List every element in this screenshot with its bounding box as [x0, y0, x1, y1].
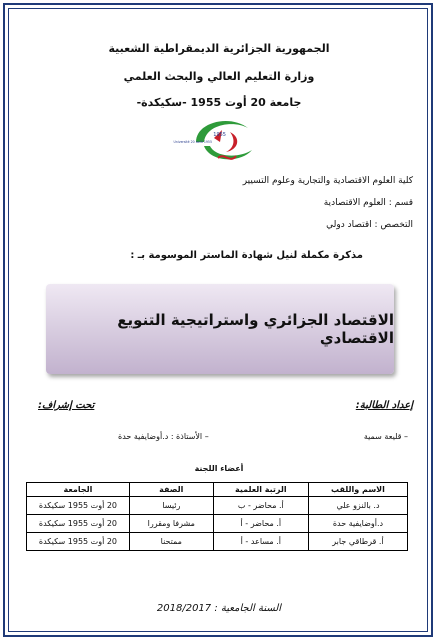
member-rank: أ. مساعد - أ	[213, 533, 308, 551]
republic-header: الجمهورية الجزائرية الديمقراطية الشعبية	[108, 42, 330, 55]
university-logo	[173, 112, 266, 168]
member-name: د. بالنزو علي	[308, 497, 407, 515]
committee-header-row	[27, 483, 408, 497]
member-role: رئيسا	[129, 497, 213, 515]
committee-title: أعضاء اللجنة	[194, 464, 244, 473]
prepared-by-label: إعداد الطالبة:	[355, 400, 413, 411]
member-name: أ. قرطاقي جابر	[308, 533, 407, 551]
memo-type: مذكرة مكملة لنيل شهادة الماستر الموسومة بـ :	[130, 250, 363, 261]
specialty-line: التخصص : اقتصاد دولي	[326, 220, 413, 230]
member-university: 20 أوت 1955 سكيكدة	[27, 497, 130, 515]
member-rank: أ. محاضر - ب	[213, 497, 308, 515]
col-university-header: الجامعة	[27, 483, 130, 497]
table-row	[27, 533, 408, 551]
thesis-title: الاقتصاد الجزائري واستراتيجية التنويع الاقتصادي	[117, 311, 394, 347]
table-row	[27, 515, 408, 533]
table-row	[27, 497, 408, 515]
svg-text:1955: 1955	[213, 132, 226, 138]
department-line: قسم : العلوم الاقتصادية	[323, 198, 413, 208]
supervisor-label: تحت إشراف:	[38, 400, 95, 411]
academic-year: السنة الجامعية : 2018/2017	[156, 603, 282, 614]
col-rank-header: الرتبة العلمية	[213, 483, 308, 497]
thesis-title-box	[46, 284, 394, 374]
col-role-header: الصفة	[129, 483, 213, 497]
student-name: – قليعة سمية	[363, 432, 408, 441]
faculty-line: كلية العلوم الاقتصادية والتجارية وعلوم التسيير	[242, 176, 413, 186]
member-role: ممتحنا	[129, 533, 213, 551]
member-university: 20 أوت 1955 سكيكدة	[27, 515, 130, 533]
member-name: د.أوضايفية حدة	[308, 515, 407, 533]
university-header: جامعة 20 أوت 1955 -سكيكدة-	[136, 96, 302, 109]
col-name-header: الاسم واللقب	[308, 483, 407, 497]
member-rank: أ. محاضر - أ	[213, 515, 308, 533]
supervisor-name: – الأستاذة : د.أوضايفية حدة	[118, 432, 209, 441]
ministry-header: وزارة التعليم العالي والبحث العلمي	[123, 70, 315, 83]
committee-table	[26, 482, 408, 551]
member-role: مشرفا ومقررا	[129, 515, 213, 533]
member-university: 20 أوت 1955 سكيكدة	[27, 533, 130, 551]
svg-text:Université 20 août 1955: Université 20 août 1955	[173, 140, 212, 144]
